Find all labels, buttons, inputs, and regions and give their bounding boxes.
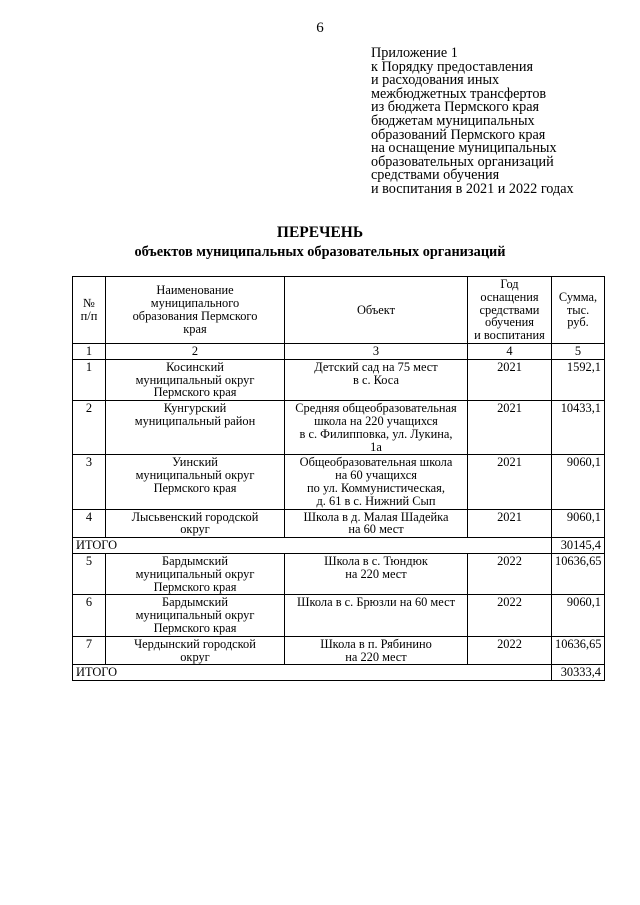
table-row bbox=[73, 595, 605, 636]
table-row bbox=[73, 553, 605, 594]
header-year: Год оснащения средствами обучения и воспитания bbox=[468, 277, 552, 344]
row-num: 7 bbox=[73, 636, 106, 665]
appendix-line: к Порядку предоставления bbox=[371, 58, 533, 75]
row-sum: 10636,65 bbox=[552, 636, 605, 665]
total-label: ИТОГО bbox=[73, 538, 552, 554]
row-municipality: Кунгурский муниципальный район bbox=[106, 401, 285, 455]
row-object: Школа в с. Брюзли на 60 мест bbox=[285, 595, 468, 636]
row-sum: 9060,1 bbox=[552, 509, 605, 538]
appendix-line: из бюджета Пермского края bbox=[371, 99, 540, 116]
column-index-row bbox=[73, 343, 605, 359]
row-municipality: Лысьвенский городской округ bbox=[106, 509, 285, 538]
total-sum: 30145,4 bbox=[552, 538, 605, 554]
row-municipality: Бардымский муниципальный округ Пермского края bbox=[106, 595, 285, 636]
appendix-line: образований Пермского края bbox=[371, 126, 546, 143]
total-row bbox=[73, 538, 605, 554]
index-cell: 5 bbox=[552, 343, 605, 359]
row-object: Школа в д. Малая Шадейка на 60 мест bbox=[285, 509, 468, 538]
page-number: 6 bbox=[316, 20, 324, 36]
row-num: 4 bbox=[73, 509, 106, 538]
index-cell: 1 bbox=[73, 343, 106, 359]
row-object: Общеобразовательная школа на 60 учащихся по ул. Коммунистическая, д. 61 в с. Нижний Сып bbox=[285, 455, 468, 509]
appendix-line: образовательных организаций bbox=[371, 153, 554, 170]
row-num: 5 bbox=[73, 553, 106, 594]
document-subtitle: объектов муниципальных образовательных организаций bbox=[134, 244, 506, 260]
row-num: 1 bbox=[73, 359, 106, 400]
index-cell: 2 bbox=[106, 343, 285, 359]
header-object: Объект bbox=[285, 277, 468, 344]
appendix-line: и воспитания в 2021 и 2022 годах bbox=[371, 180, 574, 197]
row-object: Детский сад на 75 мест в с. Коса bbox=[285, 359, 468, 400]
appendix-line: межбюджетных трансфертов bbox=[371, 85, 547, 102]
row-year: 2021 bbox=[468, 455, 552, 509]
table-row bbox=[73, 509, 605, 538]
row-municipality: Чердынский городской округ bbox=[106, 636, 285, 665]
row-num: 6 bbox=[73, 595, 106, 636]
header-num: № п/п bbox=[73, 277, 106, 344]
row-municipality: Бардымский муниципальный округ Пермского края bbox=[106, 553, 285, 594]
total-sum: 30333,4 bbox=[552, 665, 605, 681]
objects-table bbox=[72, 276, 605, 681]
row-object: Школа в с. Тюндюк на 220 мест bbox=[285, 553, 468, 594]
header-sum: Сумма, тыс. руб. bbox=[552, 277, 605, 344]
row-year: 2021 bbox=[468, 401, 552, 455]
row-sum: 10433,1 bbox=[552, 401, 605, 455]
appendix-line: Приложение 1 bbox=[371, 45, 458, 61]
row-year: 2022 bbox=[468, 636, 552, 665]
row-year: 2022 bbox=[468, 595, 552, 636]
row-municipality: Косинский муниципальный округ Пермского края bbox=[106, 359, 285, 400]
row-sum: 9060,1 bbox=[552, 595, 605, 636]
appendix-note bbox=[371, 47, 633, 197]
row-municipality: Уинский муниципальный округ Пермского края bbox=[106, 455, 285, 509]
row-object: Школа в п. Рябинино на 220 мест bbox=[285, 636, 468, 665]
document-title: ПЕРЕЧЕНЬ bbox=[276, 224, 364, 241]
total-row bbox=[73, 665, 605, 681]
row-sum: 1592,1 bbox=[552, 359, 605, 400]
total-label: ИТОГО bbox=[73, 665, 552, 681]
row-year: 2021 bbox=[468, 359, 552, 400]
appendix-line: средствами обучения bbox=[371, 167, 500, 184]
table-row bbox=[73, 401, 605, 455]
row-year: 2021 bbox=[468, 509, 552, 538]
appendix-line: бюджетам муниципальных bbox=[371, 112, 535, 129]
index-cell: 4 bbox=[468, 343, 552, 359]
header-municipality: Наименование муниципального образования Пермского края bbox=[106, 277, 285, 344]
appendix-line: на оснащение муниципальных bbox=[371, 140, 557, 157]
row-year: 2022 bbox=[468, 553, 552, 594]
table-header-row bbox=[73, 277, 605, 344]
row-num: 2 bbox=[73, 401, 106, 455]
row-sum: 10636,65 bbox=[552, 553, 605, 594]
index-cell: 3 bbox=[285, 343, 468, 359]
row-sum: 9060,1 bbox=[552, 455, 605, 509]
row-num: 3 bbox=[73, 455, 106, 509]
appendix-line: и расходования иных bbox=[371, 72, 500, 89]
table-row bbox=[73, 455, 605, 509]
table-row bbox=[73, 359, 605, 400]
table-row bbox=[73, 636, 605, 665]
row-object: Средняя общеобразовательная школа на 220 учащихся в с. Филипповка, ул. Лукина, 1а bbox=[285, 401, 468, 455]
